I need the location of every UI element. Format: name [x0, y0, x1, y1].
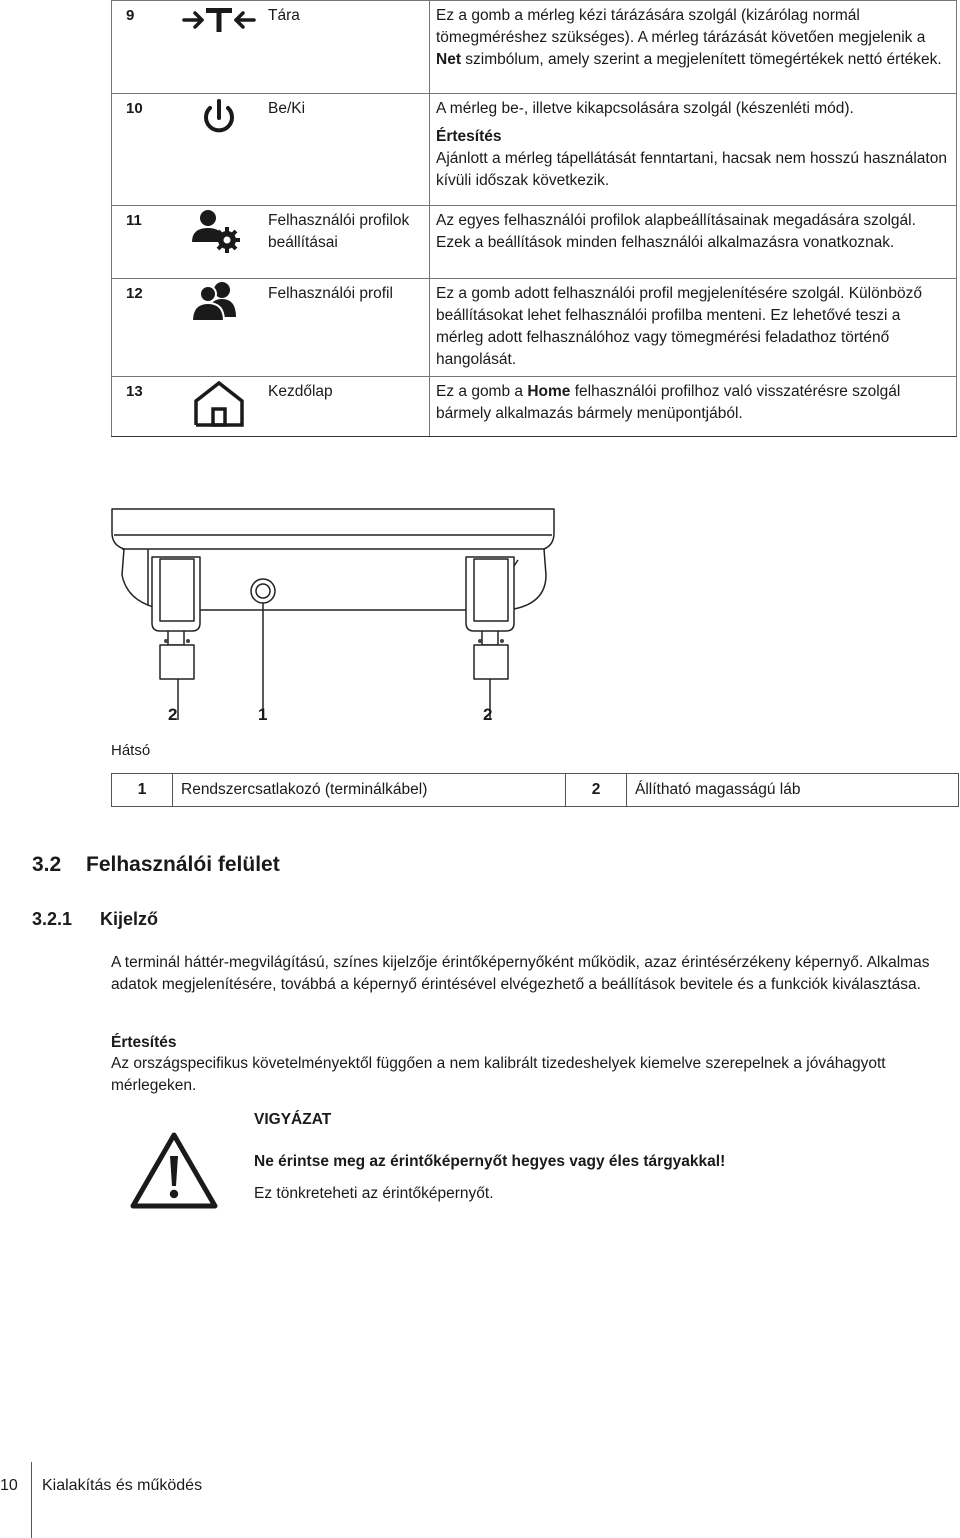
user-settings-icon	[182, 208, 256, 258]
footer-title: Kialakítás és működés	[42, 1477, 203, 1494]
user-profiles-icon	[182, 281, 256, 321]
table-row	[112, 94, 957, 206]
table-row	[112, 377, 957, 437]
figure-caption: Hátsó	[111, 742, 151, 759]
note-title: Értesítés	[436, 128, 502, 145]
figure-label: 2	[168, 705, 178, 724]
legend-number: 2	[566, 774, 627, 806]
key-description: Ez a gomb a Home felhasználói profilhoz való visszatérésre szolgál bármely alkalmazás bármely menüpontjából.	[430, 377, 957, 437]
subsection-heading: 3.2.1 Kijelző	[32, 909, 159, 929]
table-row	[112, 206, 957, 279]
figure-label: 1	[258, 705, 268, 724]
tare-icon	[182, 5, 256, 35]
note-text: Ajánlott a mérleg tápellátását fenntartani, hacsak nem hosszú használaton kívüli időszak következik.	[436, 150, 947, 189]
table-row	[112, 279, 957, 377]
legend-text: Rendszercsatlakozó (terminálkábel)	[173, 774, 566, 806]
legend-number: 1	[112, 774, 173, 806]
caution-title: VIGYÁZAT	[254, 1111, 332, 1128]
key-number: 13	[112, 377, 173, 437]
notice-title: Értesítés	[111, 1034, 177, 1051]
key-description: Az egyes felhasználói profilok alapbeállításainak megadására szolgál. Ezek a beállítások minden felhasználói alkalmazásra vonatkoznak.	[430, 206, 957, 279]
key-number: 12	[112, 279, 173, 377]
notice-text: Az országspecifikus követelményektől függően a nem kalibrált tizedeshelyek kiemelve szerepelnek a jóváhagyott mérlegeken.	[111, 1055, 886, 1094]
section-heading: 3.2 Felhasználói felület	[32, 853, 280, 876]
key-name: Tára	[262, 1, 430, 94]
key-description: Ez a gomb a mérleg kézi tárázására szolgál (kizárólag normál tömegméréshez szükséges). A mérleg tárázását követően megjelenik a Net szimbólum, amely szerint a megjelenített tömegértékek nettó értékek.	[430, 1, 957, 94]
caution-text: Ez tönkreteheti az érintőképernyőt.	[254, 1185, 494, 1202]
warning-icon	[129, 1130, 219, 1210]
display-paragraph: A terminál háttér-megvilágítású, színes kijelzője érintőképernyőként működik, azaz érintésérzékeny képernyő. Alkalmas adatok megjelenítésére, továbbá a képernyő érintésével elvégezhető a beállítások bevitele és a funkciók kiválasztása.	[111, 954, 930, 993]
key-name: Felhasználói profil	[262, 279, 430, 377]
key-number: 9	[112, 1, 173, 94]
caution-block	[111, 1100, 956, 1220]
key-name: Be/Ki	[262, 94, 430, 206]
key-number: 11	[112, 206, 173, 279]
figure-label: 2	[483, 705, 493, 724]
footer-divider	[31, 1462, 32, 1538]
key-name: Felhasználói profilok beállításai	[262, 206, 430, 279]
table-row	[112, 1, 957, 94]
page-number: 10	[0, 1477, 18, 1494]
rear-view-figure	[108, 505, 560, 720]
power-icon	[182, 96, 256, 138]
key-number: 10	[112, 94, 173, 206]
key-name: Kezdőlap	[262, 377, 430, 437]
key-table	[111, 0, 957, 437]
figure-legend	[111, 773, 959, 807]
key-description: A mérleg be-, illetve kikapcsolására szolgál (készenléti mód). Értesítés Ajánlott a mérleg tápellátását fenntartani, hacsak nem hosszú használaton kívüli időszak következik.	[430, 94, 957, 206]
key-description: Ez a gomb adott felhasználói profil megjelenítésére szolgál. Különböző beállításokat lehet felhasználói profilba menteni. Ez lehetővé teszi a mérleg adott felhasználóhoz vagy tömegmérési feladathoz történő hangolását.	[430, 279, 957, 377]
caution-headline: Ne érintse meg az érintőképernyőt hegyes vagy éles tárgyakkal!	[254, 1153, 726, 1170]
home-icon	[182, 379, 256, 427]
legend-text: Állítható magasságú láb	[635, 781, 801, 798]
